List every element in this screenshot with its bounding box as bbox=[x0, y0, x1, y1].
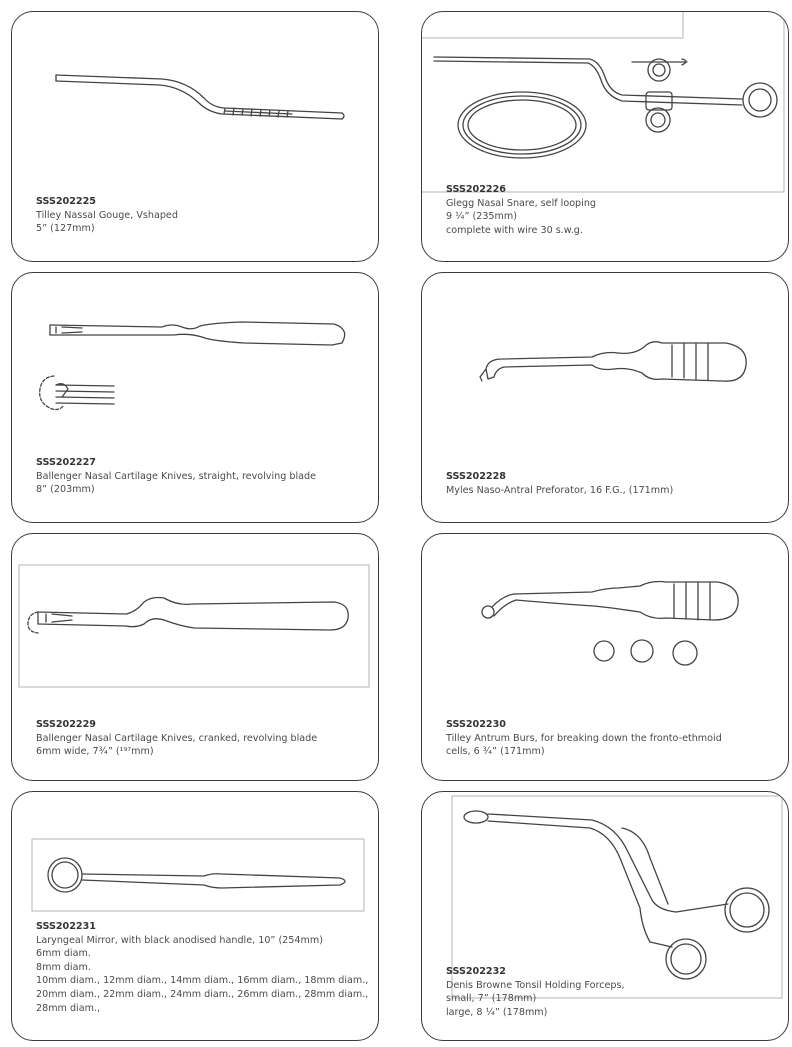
product-card-glegg-snare bbox=[421, 11, 789, 262]
product-description: Denis Browne Tonsil Holding Forceps, bbox=[446, 979, 625, 991]
product-size: 5” (127mm) bbox=[36, 223, 95, 235]
product-description: Myles Naso-Antral Preforator, 16 F.G., (171mm) bbox=[446, 484, 674, 496]
product-code: SSS202229 bbox=[36, 719, 96, 730]
product-description: Glegg Nasal Snare, self looping bbox=[446, 197, 596, 209]
product-note: complete with wire 30 s.w.g. bbox=[446, 224, 583, 236]
product-card-denis-browne-forceps bbox=[421, 791, 789, 1041]
product-size-option: large, 8 ¼” (178mm) bbox=[446, 1006, 548, 1018]
product-code: SSS202230 bbox=[446, 719, 506, 730]
product-size-option: 20mm diam., 22mm diam., 24mm diam., 26mm diam., 28mm diam., bbox=[36, 988, 369, 1000]
product-card-laryngeal-mirror bbox=[11, 791, 379, 1041]
product-description: Tilley Antrum Burs, for breaking down the fronto-ethmoid bbox=[446, 732, 722, 744]
product-size: cells, 6 ¾” (171mm) bbox=[446, 746, 545, 758]
product-code: SSS202231 bbox=[36, 921, 96, 932]
product-description: Ballenger Nasal Cartilage Knives, straight, revolving blade bbox=[36, 470, 316, 482]
product-size: 9 ¼” (235mm) bbox=[446, 211, 517, 223]
product-size: 6mm wide, 7¾” (¹⁹⁷mm) bbox=[36, 746, 154, 758]
product-code: SSS202228 bbox=[446, 471, 506, 482]
product-card-ballenger-cranked bbox=[11, 533, 379, 781]
product-size-option: 28mm diam., bbox=[36, 1002, 101, 1014]
product-card-myles-preforator bbox=[421, 272, 789, 523]
product-code: SSS202227 bbox=[36, 457, 96, 468]
product-code: SSS202232 bbox=[446, 966, 506, 977]
product-size-option: small, 7” (178mm) bbox=[446, 993, 537, 1005]
product-size-option: 8mm diam. bbox=[36, 961, 91, 973]
product-description: Tilley Nassal Gouge, Vshaped bbox=[36, 209, 178, 221]
product-card-tilley-burs bbox=[421, 533, 789, 781]
product-card-ballenger-straight bbox=[11, 272, 379, 523]
product-description: Laryngeal Mirror, with black anodised handle, 10” (254mm) bbox=[36, 934, 323, 946]
product-code: SSS202226 bbox=[446, 184, 506, 195]
product-code: SSS202225 bbox=[36, 196, 96, 207]
product-size-option: 10mm diam., 12mm diam., 14mm diam., 16mm diam., 18mm diam., bbox=[36, 975, 369, 987]
product-description: Ballenger Nasal Cartilage Knives, cranked, revolving blade bbox=[36, 732, 318, 744]
product-size-option: 6mm diam. bbox=[36, 948, 91, 960]
product-card-tilley-gouge bbox=[11, 11, 379, 262]
product-size: 8” (203mm) bbox=[36, 484, 95, 496]
